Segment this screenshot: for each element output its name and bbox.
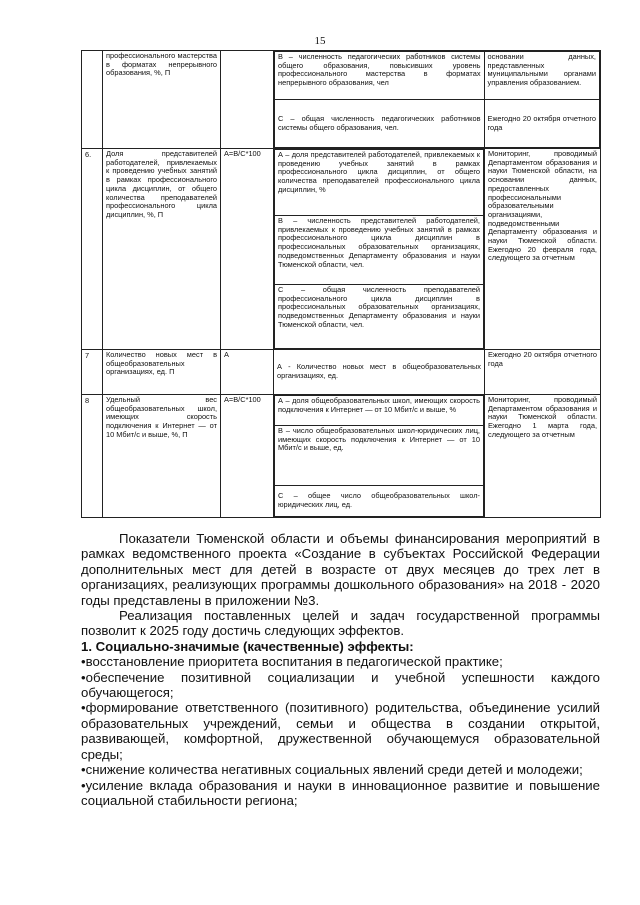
indicator-name: Удельный вес общеобразовательных школ, имеющих скорость подключения к Интернет — от 10 Мбит/с и выше, %, П (106, 395, 217, 439)
variable-text: А – доля общеобразовательных школ, имеющих скорость подключения к Интернет — от 10 Мбит/с и выше, % (278, 396, 480, 414)
bullet-item: •снижение количества негативных социальных явлений среди детей и молодежи; (81, 762, 583, 778)
variable-text: А – доля представителей работодателей, привлекаемых к проведению учебных занятий в рамках профессионального цикла дисциплин, от общего количества преподавателей профессионального цикла дисциплин, % (278, 150, 480, 194)
source-text: основании данных, представленных муниципальными органами управления образованием. (487, 52, 596, 88)
indicators-table (81, 50, 601, 518)
source-text: Мониторинг, проводимый Департаментом образования и науки Тюменской области, на основании данных, предоставленных профессиональными образовательными организациями, подведомственными Департаменту образования и науки Тюменской области. Ежегодно 20 февраля года, следующего за отчетным (488, 149, 597, 263)
variable-text: В – численность педагогических работников системы общего образования, повысивших уровень профессионального мастерства в форматах непрерывного образования, чел (278, 52, 481, 88)
row-number: 8 (85, 396, 90, 405)
source-text: Ежегодно 20 октября отчетного года (488, 350, 597, 368)
variable-text: А - Количество новых мест в общеобразовательных организациях, ед. (277, 362, 481, 380)
indicator-name: профессионального мастерства в форматах непрерывного образования, %, П (106, 51, 217, 78)
bullet-item: •обеспечение позитивной социализации и учебной успешности каждого обучающегося; (81, 669, 600, 701)
formula: A=B/C*100 (224, 395, 261, 404)
source-text: Мониторинг, проводимый Департаментом образования и науки Тюменской области. Ежегодно 1 марта года, следующего за отчетным (488, 395, 597, 439)
table-row (82, 350, 601, 395)
bullet-item: •восстановление приоритета воспитания в педагогической практике; (81, 654, 503, 670)
formula: A (224, 350, 229, 359)
table-row (82, 395, 601, 518)
paragraph: Показатели Тюменской области и объемы финансирования мероприятий в рамках ведомственного проекта «Создание в субъектах Российской Федерации дополнительных мест для детей в возрасте от двух месяцев до трех лет в организациях, реализующих программы дошкольного образования» на 2018 - 2020 годы представлены в приложении №3. (81, 531, 600, 608)
row-number: 7 (85, 351, 90, 360)
indicator-name: Доля представителей работодателей, привлекаемых к проведению учебных занятий в рамках профессионального цикла дисциплин, от общего количества преподавателей профессионального цикла дисциплин, %, П (106, 149, 217, 219)
row-number: 6. (85, 150, 92, 159)
table-row (82, 51, 601, 149)
body-text (81, 531, 600, 808)
paragraph: Реализация поставленных целей и задач государственной программы позволит к 2025 году достичь следующих эффектов. (81, 608, 600, 639)
variable-text: С – общее число общеобразовательных школ-юридических лиц, ед. (278, 491, 480, 509)
variable-text: С – общая численность преподавателей профессионального цикла дисциплин в профессиональных образовательных организациях, подведомственных Департаменту образования и науки Тюменской области, чел. (278, 285, 480, 329)
page-number: 15 (314, 35, 326, 47)
formula: A=B/C*100 (224, 149, 261, 158)
variable-text: В – число общеобразовательных школ-юридических лиц, имеющих скорость подключения к Интернет — от 10 Мбит/с и выше, ед. (278, 426, 480, 453)
bullet-item: •усиление вклада образования и науки в инновационное развитие и повышение социальной стабильности региона; (81, 777, 600, 808)
variable-text: С – общая численность педагогических работников системы общего образования, чел. (278, 113, 481, 132)
table-row (82, 149, 601, 350)
indicator-name: Количество новых мест в общеобразовательных организациях, ед. П (106, 350, 217, 377)
source-text: Ежегодно 20 октября отчетного года (487, 113, 596, 132)
section-heading: 1. Социально-значимые (качественные) эффекты: (81, 638, 414, 654)
variable-text: В – численность представителей работодателей, привлекаемых к проведению учебных занятий в рамках профессионального цикла дисциплин в профессиональных образовательных организациях, подведомственных Департаменту образования и науки Тюменской области, чел. (278, 216, 480, 269)
bullet-item: •формирование ответственного (позитивного) родительства, объединение усилий образовательных учреждений, семьи и общества в создании открытой, развивающей, комфортной, дружественной обучающемуся образовательной среды; (81, 700, 600, 762)
